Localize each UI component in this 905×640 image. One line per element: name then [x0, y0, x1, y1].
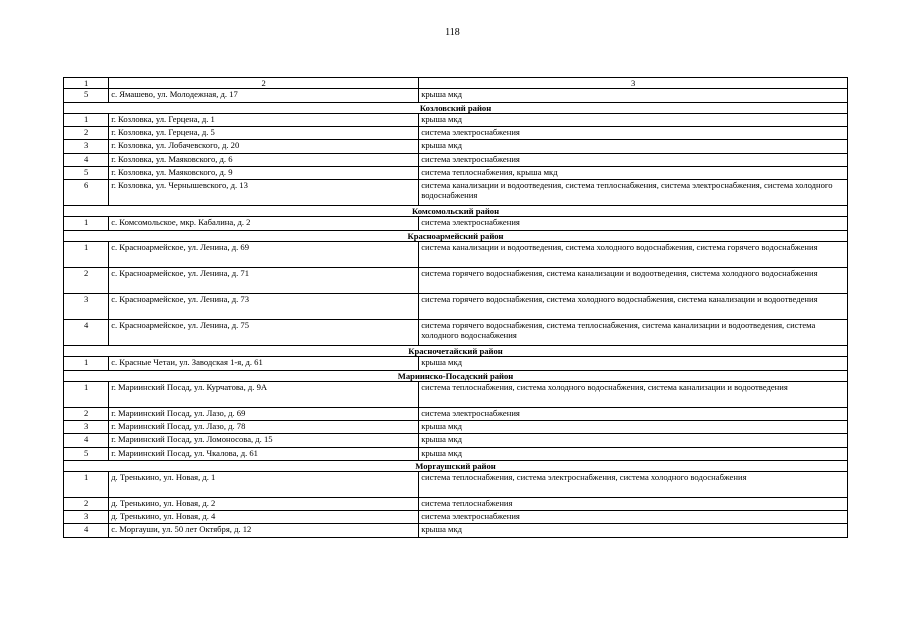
- row-work: крыша мкд: [419, 89, 848, 102]
- table-row: [64, 127, 848, 140]
- row-address: д. Тренькино, ул. Новая, д. 2: [109, 498, 419, 511]
- row-number: 1: [64, 241, 109, 267]
- table-row: [64, 241, 848, 267]
- row-number: 3: [64, 293, 109, 319]
- row-number: 4: [64, 524, 109, 537]
- row-address: с. Красноармейское, ул. Ленина, д. 71: [109, 267, 419, 293]
- row-address: г. Козловка, ул. Чернышевского, д. 13: [109, 179, 419, 205]
- table-row: [64, 498, 848, 511]
- row-work: система теплоснабжения, система электроснабжения, система холодного водоснабжения: [419, 472, 848, 498]
- table-row: [64, 407, 848, 420]
- row-number: 3: [64, 421, 109, 434]
- row-number: 5: [64, 447, 109, 460]
- row-address: с. Ямашево, ул. Молодежная, д. 17: [109, 89, 419, 102]
- district-header-row: [64, 205, 848, 216]
- row-address: г. Мариинский Посад, ул. Чкалова, д. 61: [109, 447, 419, 460]
- row-number: 5: [64, 166, 109, 179]
- district-header-row: [64, 460, 848, 471]
- row-number: 2: [64, 407, 109, 420]
- district-header-row: [64, 102, 848, 113]
- district-title: Красночетайский район: [64, 345, 848, 356]
- row-work: крыша мкд: [419, 357, 848, 370]
- row-work: система электроснабжения: [419, 407, 848, 420]
- district-header-row: [64, 370, 848, 381]
- page-number: 118: [445, 27, 460, 38]
- row-number: 4: [64, 434, 109, 447]
- table-row: [64, 217, 848, 230]
- row-address: с. Моргауши, ул. 50 лет Октября, д. 12: [109, 524, 419, 537]
- table-header-row: [64, 78, 848, 89]
- district-header-row: [64, 230, 848, 241]
- table-row: [64, 472, 848, 498]
- row-work: система канализации и водоотведения, система теплоснабжения, система электроснабжения, система холодного водоснабжения: [419, 179, 848, 205]
- row-number: 1: [64, 357, 109, 370]
- row-number: 1: [64, 114, 109, 127]
- row-address: г. Мариинский Посад, ул. Ломоносова, д. 15: [109, 434, 419, 447]
- row-number: 3: [64, 140, 109, 153]
- row-address: г. Козловка, ул. Герцена, д. 1: [109, 114, 419, 127]
- row-address: с. Красноармейское, ул. Ленина, д. 69: [109, 241, 419, 267]
- row-number: 2: [64, 498, 109, 511]
- row-work: система горячего водоснабжения, система холодного водоснабжения, система канализации и водоотведения: [419, 293, 848, 319]
- table-row: [64, 140, 848, 153]
- row-work: система канализации и водоотведения, система холодного водоснабжения, система горячего водоснабжения: [419, 241, 848, 267]
- row-number: 2: [64, 267, 109, 293]
- table-row: [64, 447, 848, 460]
- row-number: 4: [64, 319, 109, 345]
- row-number: 6: [64, 179, 109, 205]
- district-title: Козловский район: [64, 102, 848, 113]
- district-title: Красноармейский район: [64, 230, 848, 241]
- row-address: г. Козловка, ул. Маяковского, д. 6: [109, 153, 419, 166]
- row-work: крыша мкд: [419, 114, 848, 127]
- row-work: система горячего водоснабжения, система теплоснабжения, система канализации и водоотведения, система холодного водоснабжения: [419, 319, 848, 345]
- row-address: с. Комсомольское, мкр. Кабалина, д. 2: [109, 217, 419, 230]
- buildings-table: [63, 77, 848, 538]
- table-row: [64, 524, 848, 537]
- row-number: 1: [64, 217, 109, 230]
- row-work: система электроснабжения: [419, 127, 848, 140]
- row-work: крыша мкд: [419, 421, 848, 434]
- district-title: Моргаушский район: [64, 460, 848, 471]
- row-address: г. Козловка, ул. Маяковского, д. 9: [109, 166, 419, 179]
- table-row: [64, 153, 848, 166]
- district-title: Мариинско-Посадский район: [64, 370, 848, 381]
- row-address: г. Мариинский Посад, ул. Лазо, д. 69: [109, 407, 419, 420]
- row-number: 1: [64, 472, 109, 498]
- table-row: [64, 511, 848, 524]
- row-work: крыша мкд: [419, 434, 848, 447]
- row-work: крыша мкд: [419, 524, 848, 537]
- row-work: система теплоснабжения, крыша мкд: [419, 166, 848, 179]
- row-address: г. Козловка, ул. Лобачевского, д. 20: [109, 140, 419, 153]
- header-col-1: 1: [64, 78, 109, 89]
- header-col-2: 2: [109, 78, 419, 89]
- header-col-3: 3: [419, 78, 848, 89]
- table-row: [64, 166, 848, 179]
- row-work: система горячего водоснабжения, система канализации и водоотведения, система холодного водоснабжения: [419, 267, 848, 293]
- table-row: [64, 357, 848, 370]
- row-number: 3: [64, 511, 109, 524]
- row-address: г. Мариинский Посад, ул. Курчатова, д. 9А: [109, 381, 419, 407]
- row-number: 5: [64, 89, 109, 102]
- row-work: система электроснабжения: [419, 511, 848, 524]
- district-title: Комсомольский район: [64, 205, 848, 216]
- row-number: 1: [64, 381, 109, 407]
- row-work: система теплоснабжения: [419, 498, 848, 511]
- district-header-row: [64, 345, 848, 356]
- table-row: [64, 89, 848, 102]
- row-work: система теплоснабжения, система холодного водоснабжения, система канализации и водоотведения: [419, 381, 848, 407]
- row-work: система электроснабжения: [419, 153, 848, 166]
- table-row: [64, 421, 848, 434]
- row-work: крыша мкд: [419, 140, 848, 153]
- table-row: [64, 434, 848, 447]
- table-row: [64, 179, 848, 205]
- row-address: с. Красноармейское, ул. Ленина, д. 73: [109, 293, 419, 319]
- row-number: 4: [64, 153, 109, 166]
- table-row: [64, 114, 848, 127]
- row-work: система электроснабжения: [419, 217, 848, 230]
- table-row: [64, 293, 848, 319]
- row-address: д. Тренькино, ул. Новая, д. 1: [109, 472, 419, 498]
- row-address: д. Тренькино, ул. Новая, д. 4: [109, 511, 419, 524]
- table-row: [64, 319, 848, 345]
- row-number: 2: [64, 127, 109, 140]
- row-address: г. Козловка, ул. Герцена, д. 5: [109, 127, 419, 140]
- row-address: с. Красноармейское, ул. Ленина, д. 75: [109, 319, 419, 345]
- table-row: [64, 381, 848, 407]
- row-work: крыша мкд: [419, 447, 848, 460]
- table-row: [64, 267, 848, 293]
- row-address: г. Мариинский Посад, ул. Лазо, д. 78: [109, 421, 419, 434]
- row-address: с. Красные Четаи, ул. Заводская 1-я, д. 61: [109, 357, 419, 370]
